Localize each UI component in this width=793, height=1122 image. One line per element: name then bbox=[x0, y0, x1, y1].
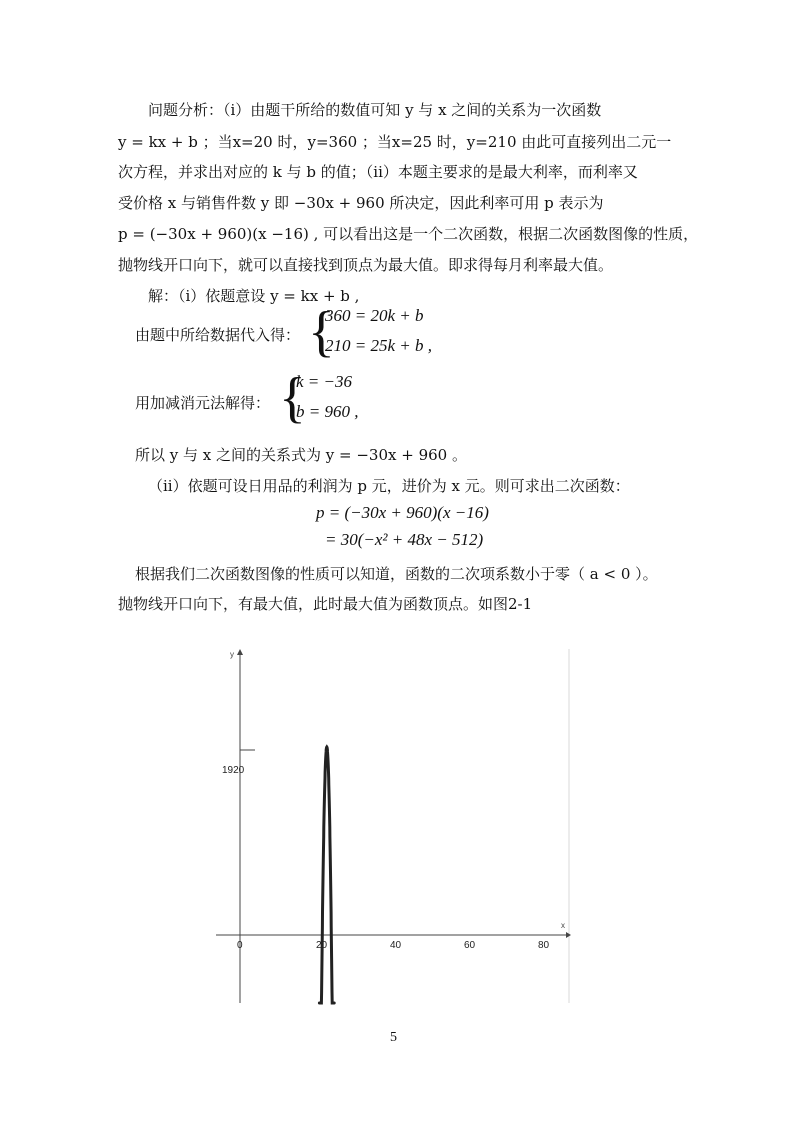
profit-eq-1: p = (−30x + 960)(x −16) bbox=[316, 503, 489, 522]
para-property-1: 根据我们二次函数图像的性质可以知道，函数的二次项系数小于零（ a < 0 ）。 bbox=[135, 565, 658, 583]
y-tick-1920: 1920 bbox=[222, 765, 245, 776]
para-analysis-1: 问题分析：（i）由题干所给的数值可知 y 与 x 之间的关系为一次函数 bbox=[148, 101, 602, 119]
system-label-2: 用加减消元法解得： bbox=[135, 394, 271, 412]
x-axis-label: x bbox=[561, 921, 565, 930]
x-tick-0: 0 bbox=[237, 940, 243, 951]
system-2-eq2: b = 960 , bbox=[296, 402, 359, 421]
page-number: 5 bbox=[390, 1030, 397, 1045]
profit-eq-2: = 30(−x² + 48x − 512) bbox=[325, 530, 484, 549]
x-tick-80: 80 bbox=[538, 940, 550, 951]
para-property-2: 抛物线开口向下，有最大值，此时最大值为函数顶点。如图2-1 bbox=[118, 595, 533, 613]
x-tick-40: 40 bbox=[390, 940, 402, 951]
para-analysis-2: y = kx + b ；当x=20 时，y=360 ；当x=25 时，y=210 由此可直接列出二元一 bbox=[118, 133, 672, 151]
para-analysis-4: 受价格 x 与销售件数 y 即 −30x + 960 所决定，因此利率可用 p 表示为 bbox=[118, 194, 604, 212]
system-1-eq1: 360 = 20k + b bbox=[325, 306, 424, 325]
x-tick-20: 20 bbox=[316, 940, 328, 951]
para-profit: （ii）依题可设日用品的利润为 p 元，进价为 x 元。则可求出二次函数： bbox=[148, 477, 630, 495]
y-axis-arrow bbox=[237, 649, 243, 655]
para-analysis-5: p = (−30x + 960)(x −16) , 可以看出这是一个二次函数，根据二次函数图像的性质， bbox=[118, 225, 699, 243]
x-tick-60: 60 bbox=[464, 940, 476, 951]
brace-2: { bbox=[279, 367, 306, 429]
system-label-1: 由题中所给数据代入得： bbox=[135, 326, 301, 344]
parabola-curve bbox=[319, 747, 334, 1003]
para-analysis-6: 抛物线开口向下，就可以直接找到顶点为最大值。即求得每月利率最大值。 bbox=[118, 256, 614, 274]
y-axis-label: y bbox=[230, 650, 234, 659]
system-2-eq1: k = −36 bbox=[296, 372, 352, 391]
brace-1: { bbox=[308, 301, 335, 363]
para-solution-1: 解：（i）依题意设 y = kx + b , bbox=[148, 287, 360, 305]
system-1-eq2: 210 = 25k + b , bbox=[325, 336, 432, 355]
para-analysis-3: 次方程，并求出对应的 k 与 b 的值；（ii）本题主要求的是最大利率，而利率又 bbox=[118, 163, 638, 181]
para-relation: 所以 y 与 x 之间的关系式为 y = −30x + 960 。 bbox=[135, 446, 467, 464]
parabola-chart bbox=[210, 645, 572, 1005]
